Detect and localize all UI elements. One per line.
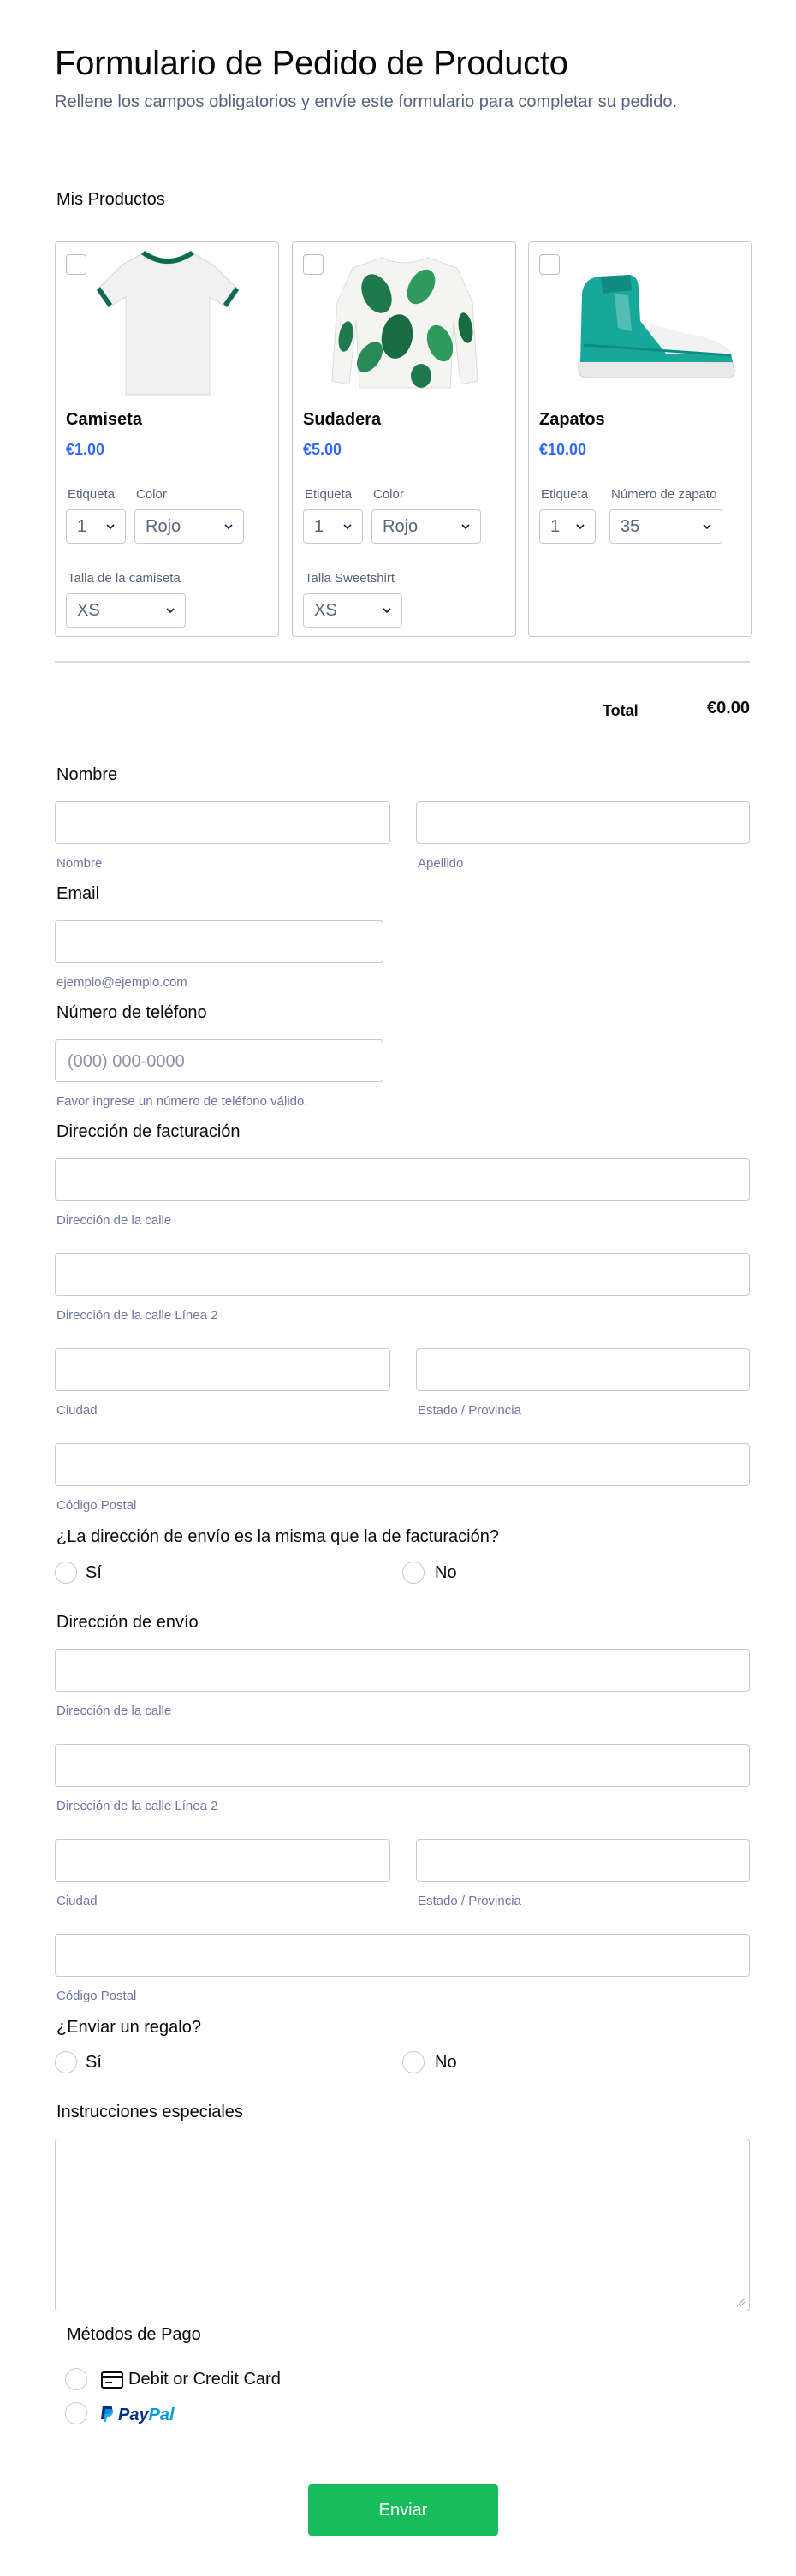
- total-value: €0.00: [707, 699, 751, 717]
- size-select[interactable]: [303, 593, 402, 628]
- billing-address-label: Dirección de facturación: [56, 1122, 241, 1141]
- same-address-yes-label[interactable]: Sí: [86, 1563, 102, 1582]
- quantity-label: Etiqueta: [68, 487, 116, 502]
- resize-grip-icon[interactable]: [735, 2297, 746, 2307]
- shipping-address-label: Dirección de envío: [56, 1613, 199, 1632]
- instructions-textarea[interactable]: [55, 2139, 750, 2311]
- shipping-city-input[interactable]: [55, 1839, 390, 1882]
- same-address-yes-radio[interactable]: [55, 1562, 77, 1584]
- billing-city-sublabel: Ciudad: [56, 1403, 98, 1418]
- payment-paypal-radio[interactable]: [65, 2402, 87, 2424]
- product-card-zapatos: [528, 241, 752, 637]
- product-image-sudadera: [293, 242, 515, 396]
- product-price: €5.00: [303, 441, 342, 458]
- billing-state-sublabel: Estado / Provincia: [418, 1403, 521, 1418]
- products-divider: [55, 661, 750, 663]
- same-address-question: ¿La dirección de envío es la misma que la de facturación?: [56, 1527, 499, 1546]
- first-name-input[interactable]: [55, 801, 390, 844]
- same-address-no-radio[interactable]: [402, 1562, 425, 1584]
- shipping-state-sublabel: Estado / Provincia: [418, 1894, 521, 1908]
- size-select[interactable]: [66, 593, 186, 628]
- quantity-select-value: 1: [314, 517, 324, 536]
- billing-zip-sublabel: Código Postal: [56, 1498, 137, 1513]
- shipping-zip-sublabel: Código Postal: [56, 1989, 137, 2003]
- first-name-sublabel: Nombre: [56, 856, 103, 871]
- quantity-select[interactable]: [539, 509, 596, 544]
- quantity-select-value: 1: [550, 517, 561, 536]
- phone-input[interactable]: [55, 1039, 383, 1082]
- email-sublabel: ejemplo@ejemplo.com: [56, 975, 187, 990]
- shipping-street-sublabel: Dirección de la calle: [56, 1704, 172, 1718]
- gift-yes-radio[interactable]: [55, 2051, 77, 2073]
- last-name-sublabel: Apellido: [418, 856, 464, 871]
- phone-placeholder: (000) 000-0000: [68, 1052, 185, 1071]
- shipping-street2-sublabel: Dirección de la calle Línea 2: [56, 1799, 218, 1813]
- chevron-down-icon: [460, 521, 472, 532]
- credit-card-icon: [101, 2371, 123, 2389]
- color-select-value: Rojo: [146, 517, 181, 536]
- submit-button[interactable]: Enviar: [308, 2484, 498, 2536]
- product-name: Zapatos: [539, 410, 605, 429]
- color-select[interactable]: [371, 509, 481, 544]
- paypal-logo[interactable]: [118, 2406, 175, 2425]
- color-label: Color: [136, 487, 167, 502]
- product-name: Camiseta: [66, 410, 142, 429]
- payment-methods-label: Métodos de Pago: [67, 2325, 201, 2344]
- phone-sublabel: Favor ingrese un número de teléfono válido.: [56, 1094, 308, 1109]
- page-title: Formulario de Pedido de Producto: [55, 45, 568, 82]
- product-price: €10.00: [539, 441, 587, 458]
- product-price: €1.00: [66, 441, 105, 458]
- gift-yes-label[interactable]: Sí: [86, 2053, 102, 2072]
- quantity-select-value: 1: [77, 517, 87, 536]
- last-name-input[interactable]: [416, 801, 750, 844]
- chevron-down-icon: [164, 604, 176, 616]
- size-label: Talla Sweetshirt: [305, 571, 395, 586]
- billing-street2-input[interactable]: [55, 1253, 750, 1296]
- shipping-zip-input[interactable]: [55, 1934, 750, 1977]
- shipping-street2-input[interactable]: [55, 1744, 750, 1787]
- billing-zip-input[interactable]: [55, 1443, 750, 1486]
- total-label: Total: [603, 702, 639, 719]
- paypal-icon: [99, 2404, 115, 2423]
- chevron-down-icon: [381, 604, 393, 616]
- sweatshirt-icon: [293, 242, 515, 396]
- product-card-camiseta: [55, 241, 279, 637]
- size-label: Talla de la camiseta: [68, 571, 181, 586]
- shipping-state-input[interactable]: [416, 1839, 750, 1882]
- phone-label: Número de teléfono: [56, 1003, 207, 1022]
- page-subtitle: Rellene los campos obligatorios y envíe este formulario para completar su pedido.: [55, 92, 678, 111]
- instructions-label: Instrucciones especiales: [56, 2103, 243, 2121]
- email-label: Email: [56, 884, 100, 903]
- quantity-label: Etiqueta: [541, 487, 589, 502]
- product-checkbox-sudadera[interactable]: [303, 254, 324, 275]
- billing-street-sublabel: Dirección de la calle: [56, 1213, 172, 1228]
- quantity-label: Etiqueta: [305, 487, 353, 502]
- billing-city-input[interactable]: [55, 1348, 390, 1391]
- color-select[interactable]: [134, 509, 244, 544]
- quantity-select[interactable]: [303, 509, 363, 544]
- product-name: Sudadera: [303, 410, 382, 429]
- product-card-sudadera: [292, 241, 516, 637]
- billing-state-input[interactable]: [416, 1348, 750, 1391]
- gift-no-radio[interactable]: [402, 2051, 425, 2073]
- email-input[interactable]: [55, 920, 383, 963]
- chevron-down-icon: [104, 521, 116, 532]
- quantity-select[interactable]: [66, 509, 126, 544]
- chevron-down-icon: [574, 521, 586, 532]
- chevron-down-icon: [701, 521, 713, 532]
- shipping-street-input[interactable]: [55, 1649, 750, 1692]
- paypal-logo-pal: Pal: [148, 2406, 175, 2424]
- product-image-camiseta: [56, 242, 278, 396]
- shoe-size-select-value: 35: [621, 517, 640, 536]
- chevron-down-icon: [223, 521, 235, 532]
- name-label: Nombre: [56, 765, 118, 784]
- product-checkbox-zapatos[interactable]: [539, 254, 560, 275]
- sneaker-icon: [529, 242, 751, 396]
- shoe-size-label: Número de zapato: [611, 487, 717, 502]
- color-label: Color: [373, 487, 404, 502]
- product-image-zapatos: [529, 242, 751, 396]
- gift-question: ¿Enviar un regalo?: [56, 2018, 201, 2037]
- shoe-size-select[interactable]: [609, 509, 722, 544]
- billing-street-input[interactable]: [55, 1158, 750, 1201]
- payment-card-radio[interactable]: [65, 2368, 87, 2390]
- billing-street2-sublabel: Dirección de la calle Línea 2: [56, 1308, 218, 1323]
- same-address-no-label[interactable]: No: [435, 1563, 457, 1582]
- size-select-value: XS: [314, 601, 337, 620]
- tshirt-icon: [56, 242, 278, 396]
- product-checkbox-camiseta[interactable]: [66, 254, 86, 275]
- chevron-down-icon: [342, 521, 353, 532]
- products-label: Mis Productos: [56, 190, 165, 209]
- paypal-logo-pay: Pay: [118, 2406, 149, 2424]
- shipping-city-sublabel: Ciudad: [56, 1894, 98, 1908]
- color-select-value: Rojo: [383, 517, 419, 536]
- gift-no-label[interactable]: No: [435, 2053, 457, 2072]
- payment-card-label[interactable]: Debit or Credit Card: [128, 2370, 281, 2389]
- size-select-value: XS: [77, 601, 100, 620]
